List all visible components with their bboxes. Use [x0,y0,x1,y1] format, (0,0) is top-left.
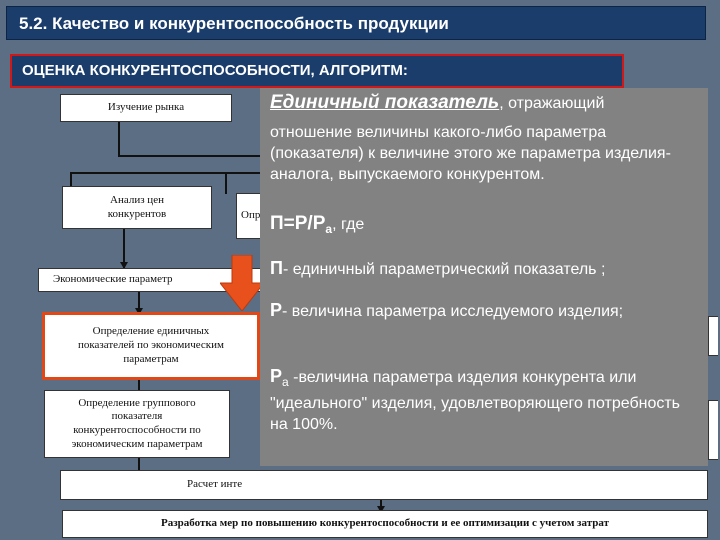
group-indicator-line: показателя [111,410,163,423]
ra-sub: а [282,375,289,389]
determination-label: Опр [241,209,261,222]
measures-label: Разработка мер по повышению конкурентоспособности и ее оптимизации с учетом затрат [161,517,609,530]
highlight-arrow [220,255,264,311]
r-text: - величина параметра исследуемого изделия; [282,303,624,320]
slide-title: 5.2. Качество и конкурентоспособность продукции [6,6,706,40]
hidden-box-edge [708,400,718,460]
term: Единичный показатель [270,92,500,113]
ra-description [270,366,702,435]
integral-calc-box [60,470,708,500]
formula [270,213,702,240]
p-symbol: П [270,258,283,278]
connector [118,155,263,157]
competitor-prices-box [62,186,212,229]
group-indicator-line: конкурентоспособности по [73,424,201,436]
competitor-prices-line: конкурентов [107,207,167,220]
p-description [270,258,702,280]
measures-box [62,510,708,538]
group-indicator-line: экономическим параметрам [71,437,203,450]
algorithm-header: ОЦЕНКА КОНКУРЕНТОСПОСОБНОСТИ, АЛГОРИТМ: [10,54,624,88]
r-symbol: Р [270,300,283,320]
r-description [270,300,702,322]
term-rest: , отражающий [499,95,605,112]
market-study-box [60,94,232,122]
ra-text: -величина параметра изделия конкурента или "идеального" изделия, удовлетворяющего потребность на 100%. [270,369,681,433]
connector [118,120,120,156]
formula-sub: а [325,222,333,236]
economic-params-label: Экономические параметр [53,273,173,286]
definition-popup [260,88,708,466]
group-indicator-box [44,390,230,458]
single-indicators-line: показателей по экономическим [77,339,225,352]
single-indicators-line: параметрам [123,352,179,365]
integral-calc-label: Расчет инте [187,478,243,491]
connector [225,172,227,194]
ra-symbol: Р [270,366,283,386]
single-indicators-box [42,312,260,380]
market-study-label: Изучение рынка [107,101,185,114]
definition-heading [270,92,702,114]
formula-tail: , где [332,216,365,233]
connector [70,172,263,174]
p-text: - единичный параметрический показатель ; [282,261,606,278]
group-indicator-line: Определение группового [78,396,196,409]
definition-text: отношение величины какого-либо параметра (показателя) к величине этого же параметра изделия-аналога, выпускаемого конкурентом. [270,124,671,183]
formula-main: П=Р/Р [270,213,326,234]
hidden-box-edge [708,316,718,356]
single-indicators-line: Определение единичных [92,325,210,338]
competitor-prices-line: Анализ цен [110,193,164,206]
connector [70,172,72,187]
